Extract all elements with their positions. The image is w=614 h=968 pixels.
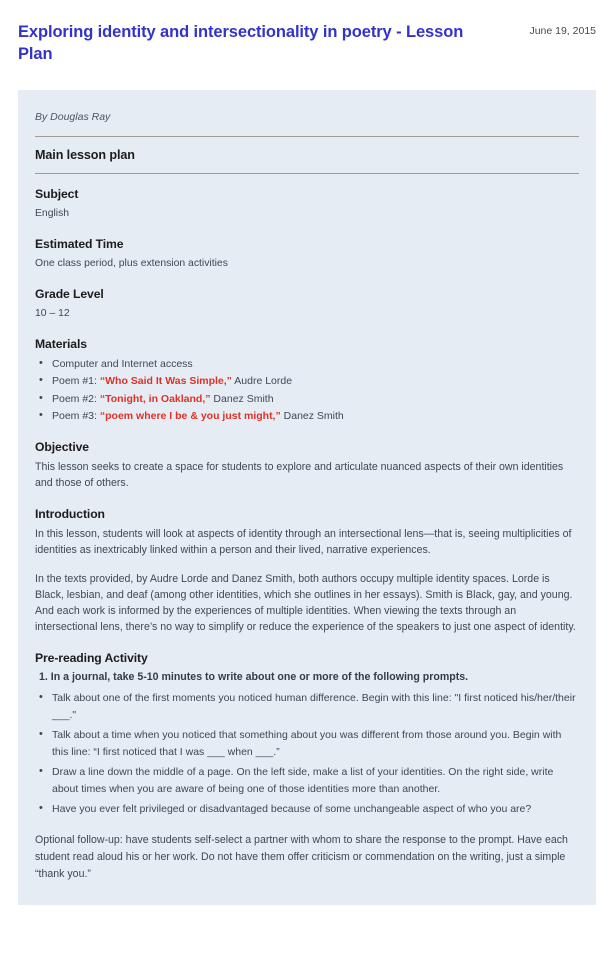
field-label-subject: Subject [35, 186, 79, 201]
prereading-follow-up: Optional follow-up: have students self-select a partner with whom to share the response to the prompt. Have each student read aloud his or her work. Do not have them offer criticism or commendation on the writing, just a simple “thank you.” [35, 833, 568, 881]
materials-heading: Materials [35, 337, 87, 352]
publication-date: June 19, 2015 [529, 25, 596, 37]
divider-bottom [35, 173, 579, 174]
list-item: • Have you ever felt privileged or disadvantaged because of some unchangeable aspect of who you are? [35, 801, 579, 818]
list-item: • Talk about a time when you noticed that something about you was different from those around you. Begin with this line: “I first noticed that I was ___ when ___.” [35, 727, 579, 761]
material-author: Audre Lorde [231, 375, 293, 388]
objective-heading: Objective [35, 440, 89, 455]
prereading-heading: Pre-reading Activity [35, 650, 148, 665]
field-value-subject: English [35, 207, 70, 219]
material-text: Poem #2: [52, 392, 100, 405]
prereading-prompt-list [35, 690, 579, 818]
list-item [35, 373, 579, 389]
prereading-numbered-item: 1. In a journal, take 5-10 minutes to write about one or more of the following prompts. [39, 670, 469, 683]
material-author: Danez Smith [280, 409, 344, 422]
materials-list [35, 356, 579, 424]
introduction-paragraph-2: In the texts provided, by Audre Lorde and Danez Smith, both authors occupy multiple identity spaces. Lorde is Black, lesbian, and deaf (among other identities, which she outlines in her essays). Smith is Black, gay, and young. And each work is informed by the experiences of multiple identities. When viewing the texts through an intersectional lens, there’s no way to simplify or reduce the experience of the speakers to just one aspect of identity. [35, 572, 576, 633]
field-value-estimated-time: One class period, plus extension activities [35, 257, 228, 269]
material-text: Computer and Internet access [52, 358, 193, 371]
poem-title-link[interactable]: “poem where I be & you just might,” [99, 409, 281, 422]
author-byline: By Douglas Ray [35, 110, 111, 123]
material-author: Danez Smith [210, 392, 274, 405]
field-value-grade-level: 10 – 12 [35, 308, 70, 320]
poem-title-link[interactable]: “Who Said It Was Simple,” [99, 375, 232, 388]
introduction-heading: Introduction [35, 507, 105, 522]
list-item [35, 408, 579, 424]
list-item [35, 356, 579, 372]
lesson-plan-panel [18, 90, 596, 905]
list-item: • Talk about one of the first moments you noticed human difference. Begin with this line: "I first noticed his/her/their ___." [35, 690, 579, 724]
field-label-grade-level: Grade Level [35, 287, 104, 302]
page-title: Exploring identity and intersectionality in poetry - Lesson Plan [18, 23, 464, 63]
divider-top [35, 136, 579, 137]
poem-title-link[interactable]: “Tonight, in Oakland,” [99, 392, 211, 405]
objective-body: This lesson seeks to create a space for students to explore and articulate nuanced aspects of their own identities and those of others. [35, 461, 564, 490]
list-item [35, 391, 579, 407]
page-header [0, 0, 614, 66]
material-text: Poem #3: [52, 409, 100, 422]
field-label-estimated-time: Estimated Time [35, 236, 124, 251]
material-text: Poem #1: [52, 375, 100, 388]
main-lesson-plan-title: Main lesson plan [35, 147, 135, 162]
list-item: • Draw a line down the middle of a page. On the left side, make a list of your identities. On the right side, write about times when you are aware of being one of those identities more than another. [35, 764, 579, 798]
introduction-paragraph-1: In this lesson, students will look at aspects of identity through an intersectional lens—that is, seeing multiplicities of identities as inextricably linked within a person and their lived, narrative experiences. [35, 528, 572, 557]
